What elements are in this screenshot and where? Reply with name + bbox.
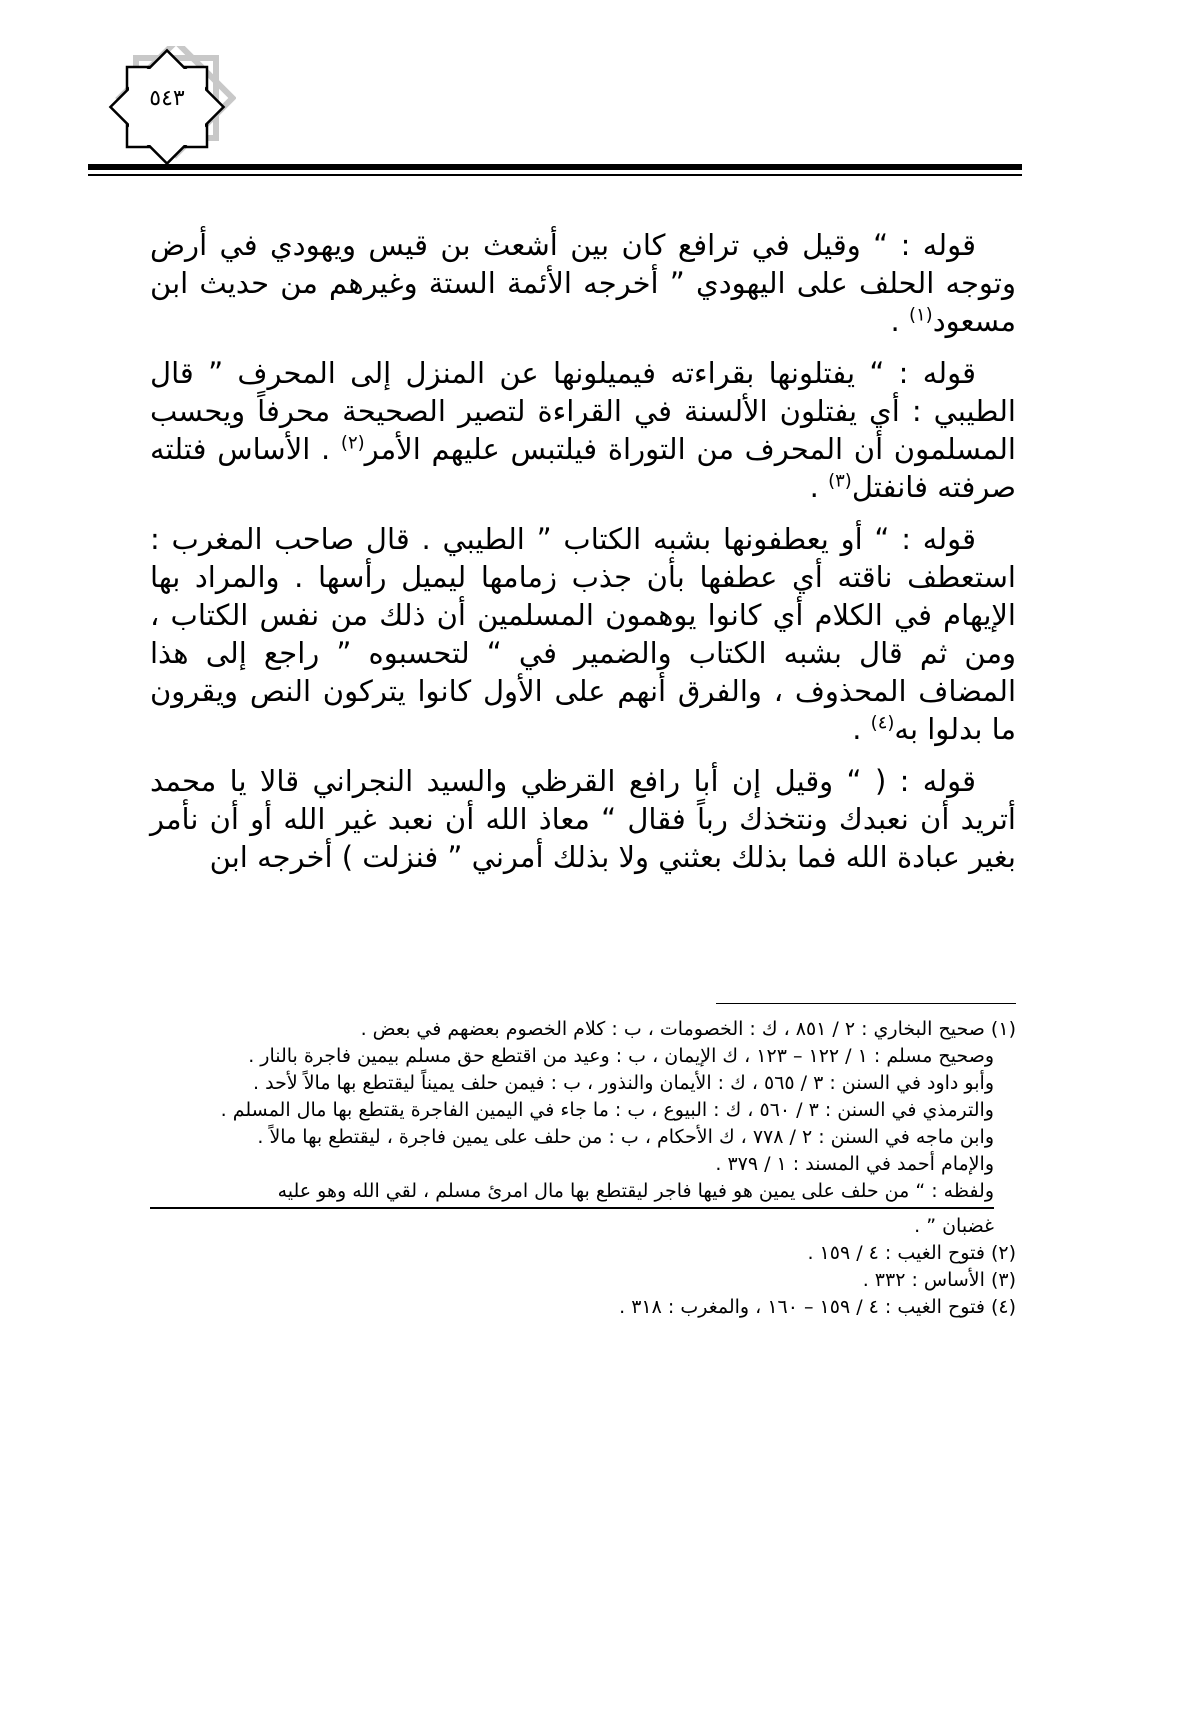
header-rule-thin bbox=[88, 174, 1022, 176]
page-number: ٥٤٣ bbox=[149, 86, 185, 111]
paragraph-2: قوله : “ يفتلونها بقراءته فيميلونها عن المنزل إلى المحرف ” قال الطيبي : أي يفتلون الألسنة في القراءة لتصير الصحيحة محرفاً ويحسب المسلمون أن المحرف من التوراة فيلتبس عليهم الأمر$^{(٢)}$ . الأساس فتلته صرفته فانفتل$^{(٣)}$ . bbox=[150, 356, 1016, 504]
body-text bbox=[150, 226, 1016, 890]
footnote-1-line-7: ولفظه : “ من حلف على يمين هو فيها فاجر ليقتطع بها مال امرئ مسلم ، لقي الله وهو عليه bbox=[277, 1180, 994, 1202]
paragraph-1: قوله : “ وقيل في ترافع كان بين أشعث بن قيس ويهودي في أرض وتوجه الحلف على اليهودي ” أخرجه الأئمة الستة وغيرهم من حديث ابن مسعود$^{(١)}$ . bbox=[150, 228, 1016, 338]
footnote-2: (٢) فتوح الغيب : ٤ / ١٥٩ . bbox=[807, 1242, 1016, 1264]
page-number-ornament bbox=[108, 46, 236, 174]
footnote-1-line-4: والترمذي في السنن : ٣ / ٥٦٠ ، ك : البيوع ، ب : ما جاء في اليمين الفاجرة يقتطع بها مال المسلم . bbox=[220, 1099, 994, 1121]
paragraph-4: قوله : ( “ وقيل إن أبا رافع القرظي والسيد النجراني قالا يا محمد أتريد أن نعبدك ونتخذك رباً فقال “ معاذ الله أن نعبد غير الله أو أن نأمر بغير عبادة الله فما بذلك بعثني ولا بذلك أمرني ” فنزلت ) أخرجه ابن bbox=[150, 764, 1016, 874]
footnote-1-line-1: (١) صحيح البخاري : ٢ / ٨٥١ ، ك : الخصومات ، ب : كلام الخصوم بعضهم في بعض . bbox=[360, 1018, 1016, 1040]
footnote-1-line-3: وأبو داود في السنن : ٣ / ٥٦٥ ، ك : الأيمان والنذور ، ب : فيمن حلف يميناً ليقتطع بها مالاً لأحد . bbox=[253, 1072, 994, 1094]
footnote-ref-2: (٢) bbox=[340, 432, 365, 454]
footnote-separator bbox=[716, 1003, 1016, 1004]
footnote-ref-4: (٤) bbox=[870, 712, 895, 734]
paragraph-3: قوله : “ أو يعطفونها بشبه الكتاب ” الطيبي . قال صاحب المغرب : استعطف ناقته أي عطفها بأن جذب زمامها ليميل رأسها . والمراد بها الإيهام في الكلام أي كانوا يوهمون المسلمين أن ذلك من نفس الكتاب ، ومن ثم قال بشبه الكتاب والضمير في “ لتحسبوه ” راجع إلى هذا المضاف المحذوف ، والفرق أنهم على الأول كانوا يتركون النص ويقرون ما بدلوا به$^{(٤)}$ . bbox=[150, 522, 1016, 746]
footnote-ref-1: (١) bbox=[908, 304, 933, 326]
footnote-ref-3: (٣) bbox=[828, 470, 852, 492]
footnote-inline-rule bbox=[150, 1207, 994, 1209]
footnotes bbox=[150, 1016, 1016, 1321]
footnote-1-line-2: وصحيح مسلم : ١ / ١٢٢ – ١٢٣ ، ك الإيمان ، ب : وعيد من اقتطع حق مسلم بيمين فاجرة بالنار . bbox=[248, 1045, 994, 1067]
header-rule-thick bbox=[88, 164, 1022, 170]
footnote-1-line-8: غضبان ” . bbox=[914, 1215, 994, 1237]
footnote-3: (٣) الأساس : ٣٣٢ . bbox=[862, 1269, 1016, 1291]
footnote-4: (٤) فتوح الغيب : ٤ / ١٥٩ – ١٦٠ ، والمغرب : ٣١٨ . bbox=[619, 1296, 1016, 1318]
footnote-1-line-5: وابن ماجه في السنن : ٢ / ٧٧٨ ، ك الأحكام ، ب : من حلف على يمين فاجرة ، ليقتطع بها مالاً . bbox=[257, 1126, 994, 1148]
footnote-1-line-6: والإمام أحمد في المسند : ١ / ٣٧٩ . bbox=[715, 1153, 994, 1175]
